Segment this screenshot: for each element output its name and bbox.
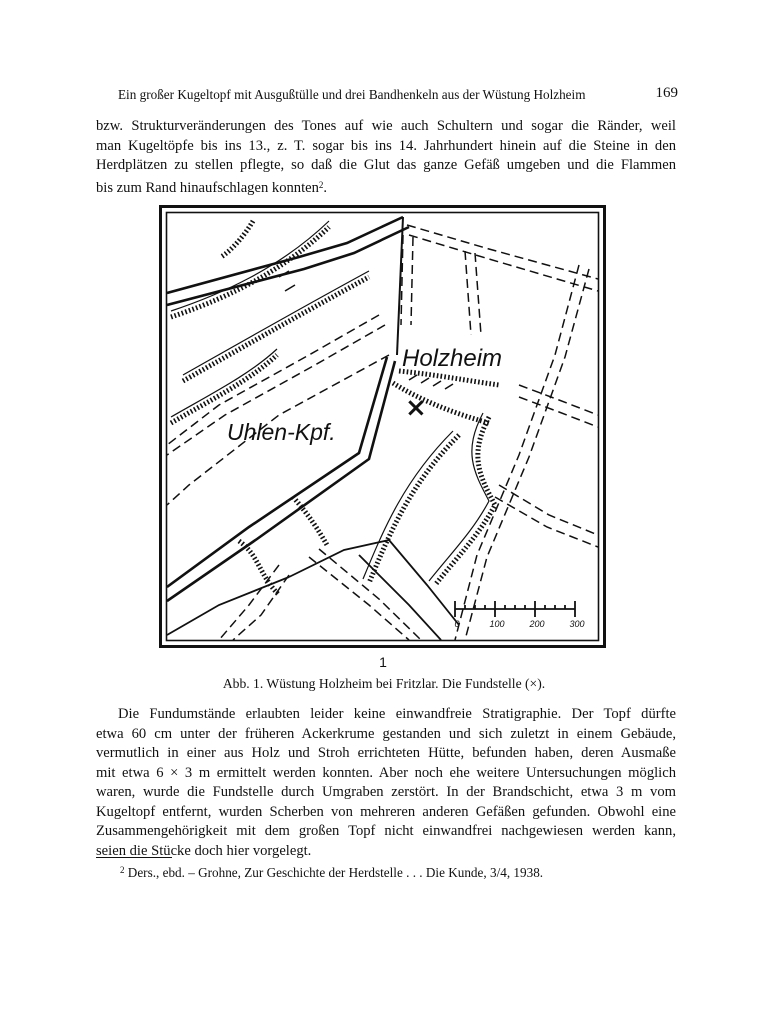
figure-caption: Abb. 1. Wüstung Holzheim bei Fritzlar. Die Fundstelle (×).: [222, 676, 546, 691]
paragraph-2-line: Kugeltopf entfernt, wurden Scherben von mehreren anderen Gefäßen gefunden. Obwohl eine: [96, 803, 676, 820]
find-spot-mark: ×: [405, 393, 427, 423]
paragraph-2-line: etwa 60 cm unter der früheren Ackerkrume gestanden und sich zuletzt in einem Gebäude,: [96, 725, 676, 742]
footnote-rule: [96, 857, 172, 858]
paragraph-2-line: vermutlich in einer aus Holz und Stroh errichteten Hütte, befunden haben, deren Ausmaße: [96, 745, 676, 761]
paragraph-1-last-text: bis zum Rand hinaufschlagen konnten: [96, 179, 319, 196]
paragraph-2-line: waren, wurde die Fundstelle durch Umgraben zerstört. In der Brandschicht, etwa 3 m vom: [96, 784, 676, 800]
map-label-holzheim: Holzheim: [402, 345, 503, 372]
scale-bar-tick-label: 200: [529, 619, 545, 629]
scale-bar-tick-label: 0: [454, 619, 460, 629]
paragraph-1-last-line: bis zum Rand hinaufschlagen konnten$^2$.: [96, 179, 328, 196]
paragraph-2: [96, 705, 676, 861]
hachure-slopes: [171, 221, 499, 595]
paragraph-2-line: Die Fundumstände erlaubten leider keine einwandfreie Stratigraphie. Der Topf dürfte: [118, 706, 676, 722]
paragraph-2-line: seien die Stücke doch hier vorgelegt.: [96, 842, 312, 859]
paragraph-1-line: bzw. Strukturveränderungen des Tones auf wie auch Schultern und sogar die Ränder, weil: [96, 118, 676, 134]
running-head-title: Ein großer Kugeltopf mit Ausgußtülle und drei Bandhenkeln aus der Wüstung Holzheim: [118, 87, 586, 102]
paragraph-2-line: mit etwa 6 × 3 m ermittelt werden konnten. Aber noch ehe weitere Untersuchungen möglich: [96, 764, 676, 781]
figure-map: [159, 205, 606, 648]
map-label-uhlen-kpf: Uhlen-Kpf.: [227, 419, 336, 445]
footnote-marker: 2: [120, 865, 125, 875]
footnote: [120, 865, 543, 881]
running-head: [96, 84, 678, 106]
figure-number: 1: [379, 654, 387, 670]
scale-bar-tick-label: 100: [489, 619, 505, 629]
main-road-vertical: [397, 217, 403, 355]
main-road-diagonal: [167, 357, 395, 601]
footnote-reference: 2: [318, 179, 324, 190]
footnote-text: Ders., ebd. – Grohne, Zur Geschichte der Herdstelle . . . Die Kunde, 3/4, 1938.: [124, 865, 544, 880]
page-number: 169: [655, 85, 678, 101]
paragraph-1-line: Herdplätzen zu stellen pflegte, so daß die Glut das ganze Gefäß umgeben und die Flammen: [96, 157, 676, 173]
paragraph-1-line: man Kugeltöpfe bis ins 13., z. T. sogar bis ins 14. Jahrhundert hinein auf die Steine in den: [96, 137, 676, 154]
paragraph-1: [96, 117, 676, 198]
paragraph-2-line: Zusammengehörigkeit mit dem großen Topf nicht einwandfrei nachgewiesen werden kann,: [96, 823, 676, 839]
hachure-edges: [171, 221, 489, 581]
scale-bar-tick-label: 300: [569, 619, 585, 629]
